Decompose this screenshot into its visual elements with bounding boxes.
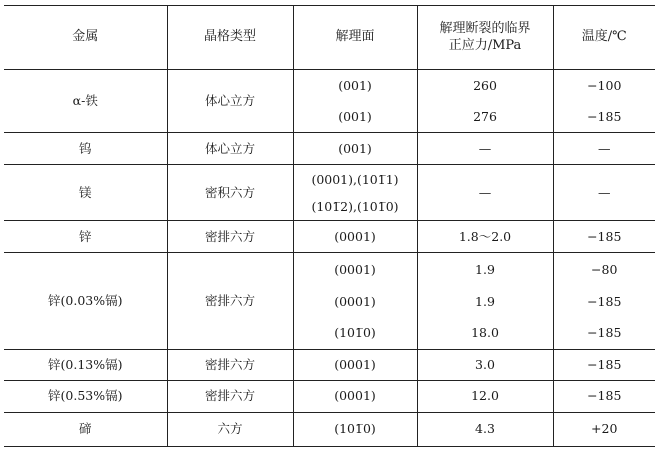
plane-cell: (0001) <box>293 380 417 412</box>
metal-cell: 锌(0.13%镉) <box>4 349 167 380</box>
header-temperature: 温度/℃ <box>553 6 655 70</box>
stress-cell: 1.8～2.0 <box>417 221 553 253</box>
metal-cell: 镁 <box>4 165 167 221</box>
stress-cell: 3.0 <box>417 349 553 380</box>
cleavage-stress-table <box>4 5 655 447</box>
stress-cell: 12.0 <box>417 380 553 412</box>
temp-cell: — <box>553 165 655 221</box>
metal-cell: 碲 <box>4 412 167 446</box>
lattice-cell: 体心立方 <box>167 70 293 133</box>
temp-value: −185 <box>587 325 622 341</box>
temp-cell: — <box>553 133 655 165</box>
stress-cell <box>417 253 553 349</box>
plane-value: (001) <box>338 78 372 94</box>
stress-cell <box>417 70 553 133</box>
temp-value: −80 <box>591 261 618 277</box>
temp-value: −100 <box>587 78 622 94</box>
stress-value: 276 <box>473 109 497 125</box>
metal-cell: α-铁 <box>4 70 167 133</box>
stress-value: 260 <box>473 78 497 94</box>
temp-value: −185 <box>587 109 622 125</box>
plane-value: (001) <box>338 109 372 125</box>
table-row <box>4 133 655 165</box>
plane-cell: (101̅0) <box>293 412 417 446</box>
header-plane: 解理面 <box>293 6 417 70</box>
lattice-cell: 密排六方 <box>167 253 293 349</box>
header-stress-line2: 正应力/MPa <box>448 37 522 53</box>
lattice-cell: 密排六方 <box>167 349 293 380</box>
header-lattice: 晶格类型 <box>167 6 293 70</box>
stress-value: 1.9 <box>475 293 495 309</box>
header-row <box>4 6 655 70</box>
plane-value: (101̅0) <box>334 325 376 341</box>
plane-cell: (0001) <box>293 221 417 253</box>
plane-value: (0001) <box>334 261 376 277</box>
plane-value: (0001) <box>334 293 376 309</box>
metal-cell: 锌(0.53%镉) <box>4 380 167 412</box>
temp-cell: −185 <box>553 349 655 380</box>
stress-cell: 4.3 <box>417 412 553 446</box>
table-row <box>4 253 655 349</box>
metal-cell: 钨 <box>4 133 167 165</box>
header-stress-line1: 解理断裂的临界 <box>439 20 531 36</box>
plane-value: (0001),(101̅1) <box>311 171 399 187</box>
lattice-cell: 密排六方 <box>167 380 293 412</box>
temp-value: −185 <box>587 293 622 309</box>
table-row <box>4 412 655 446</box>
plane-cell: (0001) <box>293 349 417 380</box>
table-row <box>4 380 655 412</box>
temp-cell: −185 <box>553 221 655 253</box>
stress-cell: — <box>417 165 553 221</box>
lattice-cell: 密积六方 <box>167 165 293 221</box>
stress-cell: — <box>417 133 553 165</box>
metal-cell: 锌 <box>4 221 167 253</box>
plane-cell <box>293 70 417 133</box>
table-row <box>4 349 655 380</box>
header-stress <box>417 6 553 70</box>
lattice-cell: 体心立方 <box>167 133 293 165</box>
plane-value: (101̅2),(101̅0) <box>311 199 399 215</box>
header-metal: 金属 <box>4 6 167 70</box>
plane-cell <box>293 165 417 221</box>
stress-value: 18.0 <box>471 325 499 341</box>
temp-cell: +20 <box>553 412 655 446</box>
temp-cell <box>553 70 655 133</box>
plane-cell: (001) <box>293 133 417 165</box>
table-row <box>4 165 655 221</box>
stress-value: 1.9 <box>475 261 495 277</box>
lattice-cell: 密排六方 <box>167 221 293 253</box>
table-row <box>4 221 655 253</box>
plane-cell <box>293 253 417 349</box>
temp-cell: −185 <box>553 380 655 412</box>
lattice-cell: 六方 <box>167 412 293 446</box>
metal-cell: 锌(0.03%镉) <box>4 253 167 349</box>
temp-cell <box>553 253 655 349</box>
table-row <box>4 70 655 133</box>
